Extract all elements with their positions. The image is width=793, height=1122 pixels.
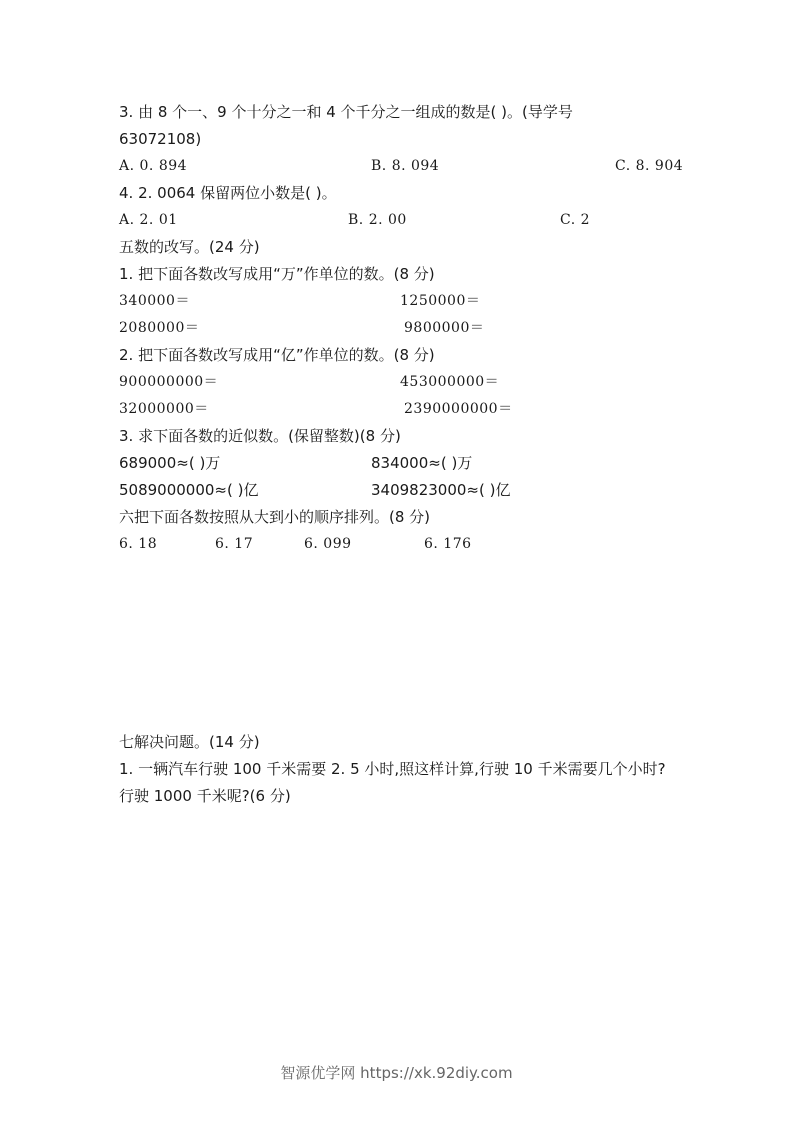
question-4-text: 4. 2. 0064 保留两位小数是( )。 [119, 184, 337, 202]
question-3-line-2: 63072108) [119, 130, 202, 148]
rewrite-yi-item-4: 2390000000＝ [404, 401, 513, 417]
order-number-2: 6. 17 [215, 536, 254, 552]
rewrite-wan-item-4: 9800000＝ [404, 320, 485, 336]
section-7-question-1-line-1: 1. 一辆汽车行驶 100 千米需要 2. 5 小时,照这样计算,行驶 10 千米需要几个小时? [119, 760, 666, 778]
order-number-3: 6. 099 [304, 536, 352, 552]
section-5-sub-1-title: 1. 把下面各数改写成用“万”作单位的数。(8 分) [119, 265, 435, 283]
question-3-option-c: C. 8. 904 [615, 158, 684, 174]
question-3-option-a: A. 0. 894 [119, 158, 188, 174]
question-3-option-b: B. 8. 094 [371, 158, 440, 174]
question-3-line-1: 3. 由 8 个一、9 个十分之一和 4 个千分之一组成的数是( )。(导学号 [119, 103, 573, 121]
rewrite-wan-item-1: 340000＝ [119, 293, 190, 309]
footer-watermark: 智源优学网 https://xk.92diy.com [280, 1064, 513, 1082]
question-4-option-a: A. 2. 01 [119, 212, 178, 228]
rewrite-yi-item-3: 32000000＝ [119, 401, 209, 417]
approx-item-2: 834000≈( )万 [371, 454, 473, 472]
rewrite-wan-item-3: 2080000＝ [119, 320, 200, 336]
approx-item-1: 689000≈( )万 [119, 454, 221, 472]
order-number-4: 6. 176 [424, 536, 472, 552]
rewrite-yi-item-1: 900000000＝ [119, 374, 219, 390]
section-5-title: 五数的改写。(24 分) [119, 238, 260, 256]
section-5-sub-2-title: 2. 把下面各数改写成用“亿”作单位的数。(8 分) [119, 346, 435, 364]
approx-item-4: 3409823000≈( )亿 [371, 481, 511, 499]
approx-item-3: 5089000000≈( )亿 [119, 481, 259, 499]
section-7-title: 七解决问题。(14 分) [119, 733, 260, 751]
order-number-1: 6. 18 [119, 536, 158, 552]
section-7-question-1-line-2: 行驶 1000 千米呢?(6 分) [119, 787, 291, 805]
question-4-option-b: B. 2. 00 [348, 212, 407, 228]
question-4-option-c: C. 2 [560, 212, 591, 228]
section-6-title: 六把下面各数按照从大到小的顺序排列。(8 分) [119, 508, 431, 526]
rewrite-wan-item-2: 1250000＝ [400, 293, 481, 309]
rewrite-yi-item-2: 453000000＝ [400, 374, 500, 390]
section-5-sub-3-title: 3. 求下面各数的近似数。(保留整数)(8 分) [119, 427, 401, 445]
